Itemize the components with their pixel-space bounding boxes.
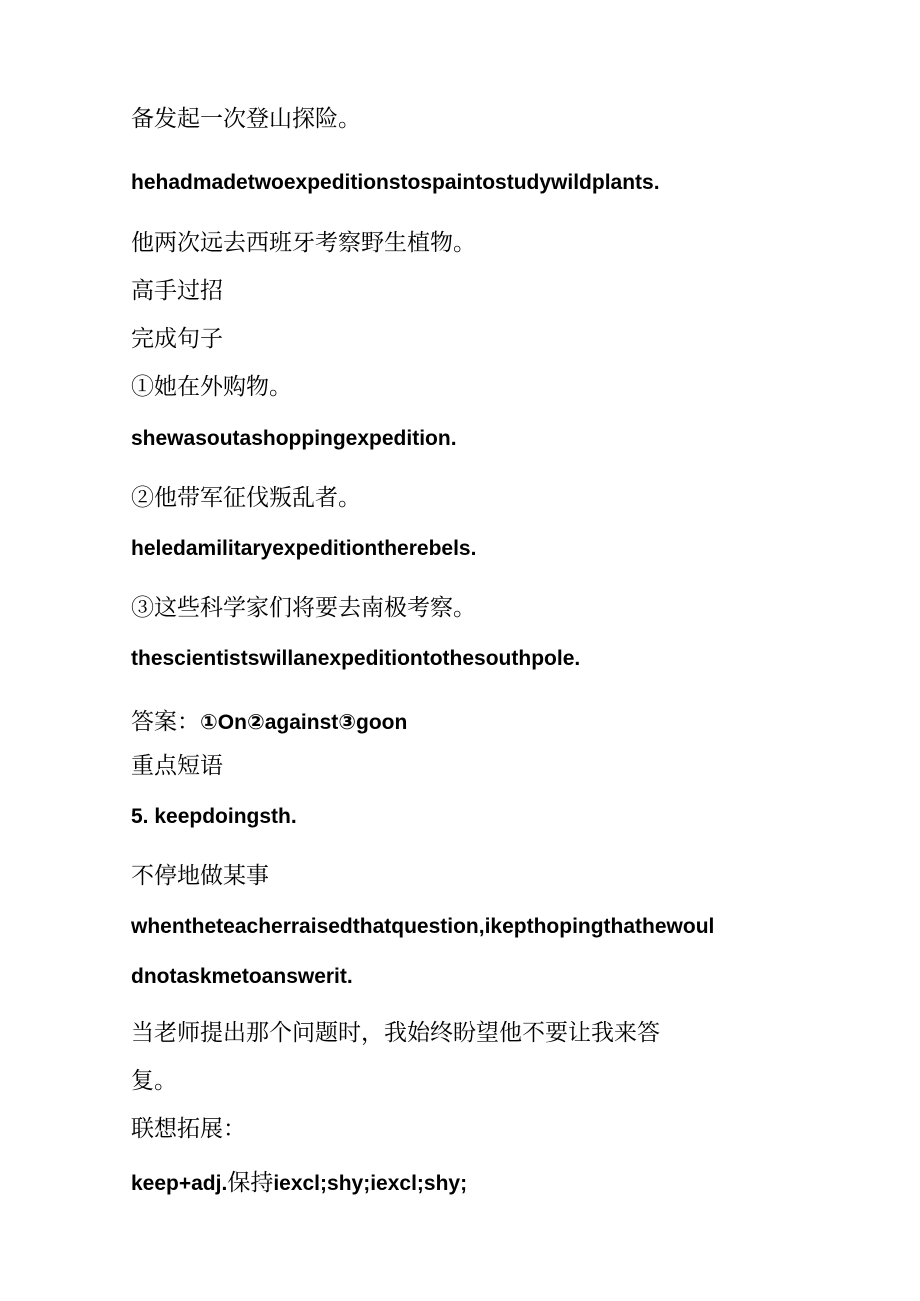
english-sentence-continued: dnotaskmetoanswerit. [131, 965, 353, 988]
exercise-heading: 完成句子 [131, 326, 223, 352]
extension-suffix: iexcl;shy;iexcl;shy; [273, 1172, 468, 1195]
phrase-meaning: 不停地做某事 [131, 863, 269, 889]
english-sentence: heledamilitaryexpeditiontherebels. [131, 537, 477, 560]
phrase-heading: 5. keepdoingsth. [131, 805, 297, 828]
extension-prefix: keep+adj. [131, 1172, 228, 1195]
chinese-translation: 他两次远去西班牙考察野生植物。 [131, 230, 476, 256]
exercise-item-2: ②他带军征伐叛乱者。 [131, 485, 361, 511]
english-sentence: hehadmadetwoexpeditionstospaintostudywildplants. [131, 171, 660, 194]
english-sentence: shewasoutashoppingexpedition. [131, 427, 457, 450]
answer-line [131, 703, 407, 736]
chinese-translation-continued: 复。 [131, 1068, 177, 1094]
chinese-translation: 当老师提出那个问题时，我始终盼望他不要让我来答 [131, 1020, 660, 1046]
exercise-item-3: ③这些科学家们将要去南极考察。 [131, 595, 476, 621]
exercise-item-1: ①她在外购物。 [131, 374, 292, 400]
english-sentence: whentheteacherraisedthatquestion,ikepthopingthathewoul [131, 915, 715, 938]
answer-text: ①On②against③goon [200, 711, 408, 734]
answer-label: 答案： [131, 709, 200, 735]
extension-middle: 保持 [227, 1170, 274, 1196]
section-heading: 高手过招 [131, 278, 223, 304]
english-sentence: thescientistswillanexpeditiontothesouthpole. [131, 647, 581, 670]
text-line: 备发起一次登山探险。 [131, 106, 361, 132]
extension-line [131, 1164, 467, 1197]
section-heading: 联想拓展： [131, 1116, 246, 1142]
section-heading: 重点短语 [131, 753, 223, 779]
